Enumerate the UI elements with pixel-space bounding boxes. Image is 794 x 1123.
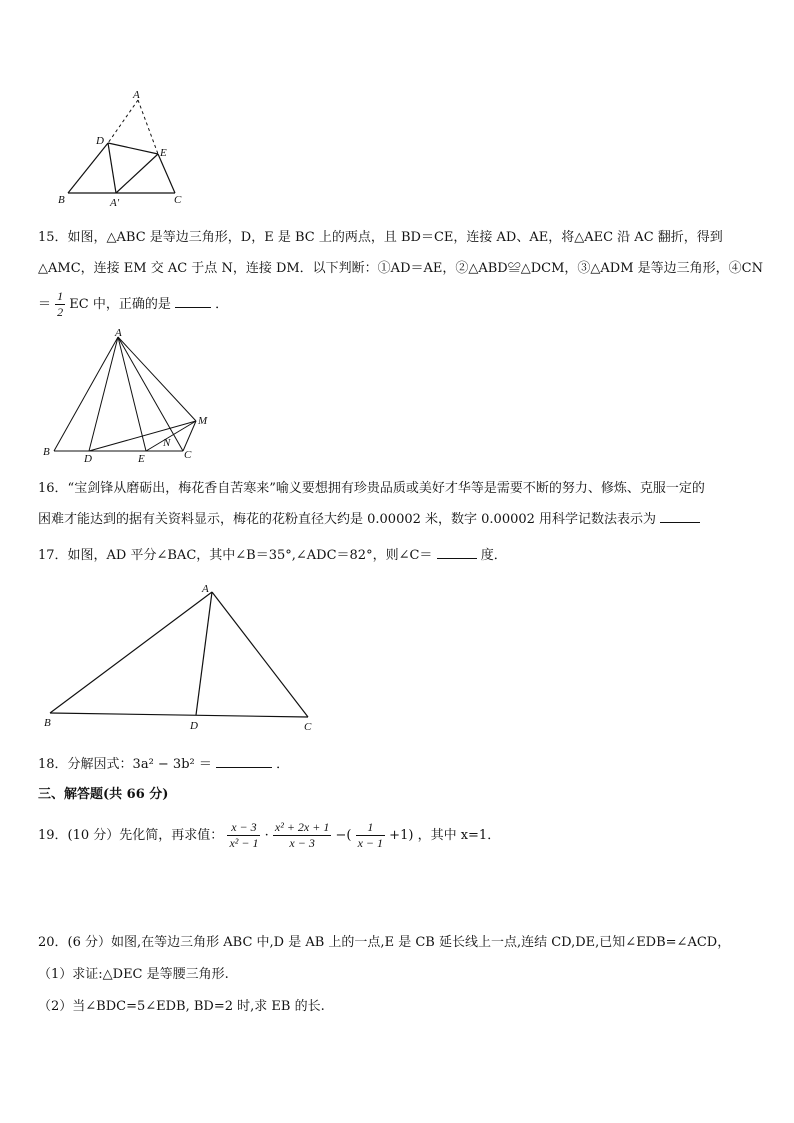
q19-fraction-3	[356, 820, 385, 851]
q17-text: 17．如图，AD 平分∠BAC，其中∠B＝35°,∠ADC＝82°，则∠C＝	[38, 548, 433, 563]
q18-text: 18．分解因式：3a² − 3b² ＝	[38, 757, 212, 772]
q20-line2: （1）求证:△DEC 是等腰三角形.	[38, 967, 229, 982]
section-3-title: 三、解答题(共 66 分)	[38, 787, 169, 802]
label-C: C	[174, 194, 182, 206]
q15-rest: EC 中，正确的是	[69, 297, 171, 312]
q16-line1: 16．“宝剑锋从磨砺出，梅花香自苦寒来”喻义要想拥有珍贵品质或美好才华等是需要不断的努力、修炼、克服一定的	[38, 481, 705, 496]
q19-f1-den: x² − 1	[229, 836, 259, 850]
q15-line2: △AMC，连接 EM 交 AC 于点 N，连接 DM．以下判断：①AD＝AE，②△ABD≌△DCM，③△ADM 是等边三角形，④CN	[38, 261, 763, 276]
label-A-prime: A′	[110, 197, 120, 209]
q15-frac-num: 1	[57, 289, 64, 303]
q20-line3: （2）当∠BDC=5∠EDB, BD=2 时,求 EB 的长.	[38, 999, 325, 1014]
fold-triangle-figure	[50, 88, 200, 210]
q20-line1: 20．(6 分）如图,在等边三角形 ABC 中,D 是 AB 上的一点,E 是 CB 延长线上一点,连结 CD,DE,已知∠EDB=∠ACD，	[38, 935, 731, 950]
q16-line2-text: 困难才能达到的据有关资料显示，梅花的花粉直径大约是 0.00002 米，数字 0.00002 用科学记数法表示为	[38, 512, 657, 527]
q19-fraction-1	[227, 820, 260, 851]
q19-f3-num: 1	[356, 820, 385, 836]
q19-f2-num: x² + 2x + 1	[274, 820, 330, 834]
label-D: D	[96, 135, 104, 147]
q16-answer-blank[interactable]	[660, 510, 700, 523]
q17-figure	[38, 580, 328, 736]
label-E: E	[160, 147, 167, 159]
q15-answer-blank[interactable]	[175, 295, 211, 308]
q19-f3-den: x − 1	[357, 836, 384, 850]
q15-fraction	[55, 289, 65, 320]
q16-line2	[38, 510, 758, 529]
q19-suffix: ，其中 x=1．	[417, 828, 501, 843]
q19-minus: −(	[335, 828, 352, 843]
label-N: N	[163, 437, 171, 449]
label-A: A	[133, 89, 140, 101]
q18-end: ．	[276, 757, 290, 772]
q19-line	[38, 814, 758, 858]
q15-end: ．	[215, 297, 229, 312]
label-A: A	[115, 328, 122, 339]
label-M: M	[198, 415, 208, 427]
label-B: B	[43, 446, 50, 458]
q15-line1: 15．如图，△ABC 是等边三角形，D，E 是 BC 上的两点，且 BD＝CE，连接 AD、AE，将△AEC 沿 AC 翻折，得到	[38, 230, 723, 245]
label-C: C	[184, 449, 192, 461]
q17-answer-blank[interactable]	[437, 546, 477, 559]
q15-line3	[38, 288, 758, 322]
q17-line	[38, 546, 758, 565]
q19-fraction-2	[273, 820, 331, 851]
label-D: D	[84, 453, 92, 465]
label-A: A	[202, 583, 209, 595]
label-B: B	[44, 717, 51, 729]
q19-f2-den: x − 3	[289, 836, 315, 850]
q15-eq: ＝	[38, 297, 52, 312]
q19-dot: ·	[264, 828, 269, 843]
q19-plus: +1)	[389, 828, 414, 843]
label-E: E	[138, 453, 145, 465]
label-D: D	[190, 720, 198, 732]
q17-end: 度．	[480, 548, 507, 563]
label-B: B	[58, 194, 65, 206]
q19-prefix: 19．(10 分）先化简，再求值：	[38, 828, 224, 843]
q18-answer-blank[interactable]	[216, 755, 272, 768]
q15-frac-den: 2	[57, 305, 64, 319]
q18-line	[38, 755, 758, 774]
q19-f1-num: x − 3	[227, 820, 260, 836]
label-C: C	[304, 721, 312, 733]
q15-figure	[38, 328, 218, 466]
